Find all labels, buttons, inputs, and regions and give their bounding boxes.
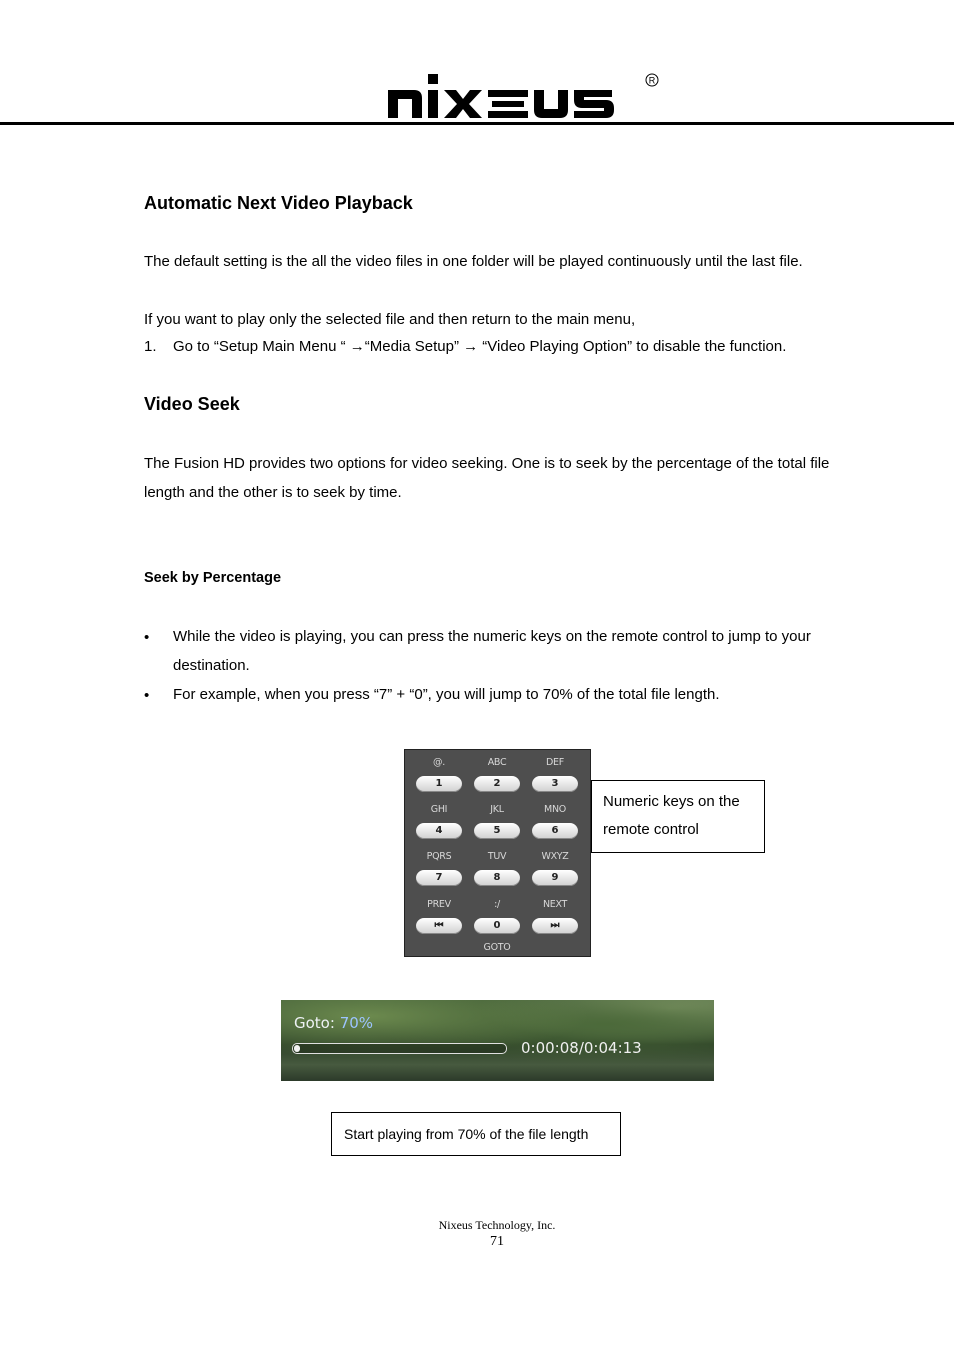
keypad-label: NEXT	[542, 899, 568, 910]
keypad-label: WXYZ	[541, 851, 569, 862]
bullet-marker: •	[144, 629, 150, 646]
playback-progress-bar	[292, 1043, 507, 1054]
remote-keypad-image	[404, 749, 591, 957]
registered-mark: R	[648, 75, 656, 86]
paragraph-video-seek: The Fusion HD provides two options for video seeking. One is to seek by the percentage of the total file length and the other is to seek by time.	[144, 455, 830, 501]
key-8: 8	[474, 870, 520, 886]
goto-readout	[294, 1014, 373, 1032]
key-6: 6	[532, 823, 578, 839]
heading-auto-next: Automatic Next Video Playback	[144, 193, 413, 213]
video-seek-screenshot	[281, 1000, 714, 1081]
goto-label: Goto:	[294, 1014, 340, 1032]
step-text: Go to “Setup Main Menu “ →“Media Setup” → “Video Playing Option” to disable the function.	[173, 338, 787, 355]
keypad-label: PQRS	[426, 851, 452, 862]
paragraph-play-only-selected: If you want to play only the selected file and then return to the main menu,	[144, 311, 636, 328]
goto-value: 70%	[339, 1014, 374, 1032]
footer-company: Nixeus Technology, Inc.	[438, 1218, 556, 1232]
nixeus-logo	[386, 68, 662, 122]
key-next-icon: ⏭	[532, 918, 578, 934]
keypad-label: MNO	[544, 804, 566, 815]
key-0: 0	[474, 918, 520, 934]
bullet-marker: •	[144, 687, 150, 704]
keypad-goto-label: GOTO	[483, 942, 511, 953]
key-4: 4	[416, 823, 462, 839]
step-number: 1.	[144, 338, 157, 355]
callout-start-playing	[331, 1112, 621, 1156]
key-5: 5	[474, 823, 520, 839]
key-prev-icon: ⏮	[416, 918, 462, 934]
heading-video-seek: Video Seek	[144, 394, 240, 414]
bullet-item: For example, when you press “7” + “0”, you will jump to 70% of the total file length.	[173, 686, 720, 703]
bullet-item: While the video is playing, you can press the numeric keys on the remote control to jump to your destination.	[173, 628, 811, 674]
callout-numeric-keys-text: Numeric keys on the remote control	[603, 793, 740, 838]
callout-numeric-keys	[591, 780, 765, 853]
keypad-label: PREV	[427, 899, 451, 910]
callout-start-playing-text: Start playing from 70% of the file length	[344, 1126, 589, 1142]
keypad-label: :/	[494, 899, 500, 910]
page-number: 71	[490, 1234, 504, 1249]
key-2: 2	[474, 776, 520, 792]
key-1: 1	[416, 776, 462, 792]
keypad-label: ABC	[487, 757, 507, 768]
paragraph-default-setting: The default setting is the all the video files in one folder will be played continuously until the last file.	[144, 253, 803, 270]
keypad-label: JKL	[490, 804, 504, 815]
key-7: 7	[416, 870, 462, 886]
key-9: 9	[532, 870, 578, 886]
playback-time: 0:00:08/0:04:13	[521, 1039, 642, 1057]
heading-seek-by-percentage: Seek by Percentage	[144, 570, 282, 586]
playback-progress-fill	[294, 1045, 300, 1052]
keypad-label: TUV	[487, 851, 507, 862]
header-rule	[0, 122, 954, 125]
keypad-label: GHI	[430, 804, 448, 815]
keypad-label: DEF	[546, 757, 564, 768]
key-3: 3	[532, 776, 578, 792]
keypad-label: @.	[433, 757, 445, 768]
